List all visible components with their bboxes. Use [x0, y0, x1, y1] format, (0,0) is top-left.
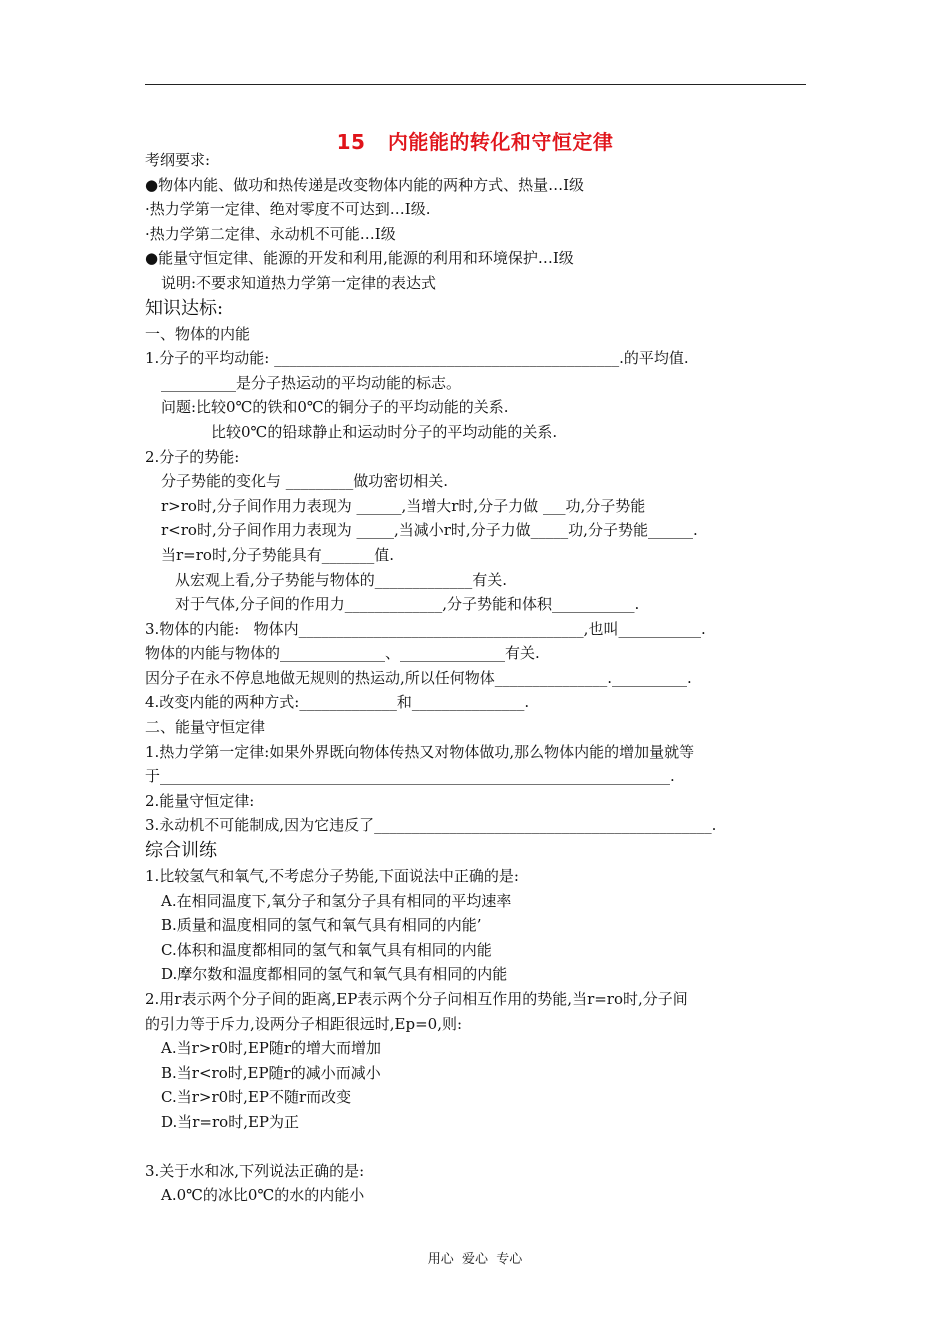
- requirements-note: 说明:不要求知道热力学第一定律的表达式: [161, 273, 437, 292]
- requirement-item: ●物体内能、做功和热传递是改变物体内能的两种方式、热量…I级: [145, 175, 585, 194]
- question-line: 于____________________________________________________________________.: [145, 767, 675, 786]
- answer-option: D.当r=ro时,EP为正: [161, 1112, 300, 1131]
- question-line: 当r=ro时,分子势能具有_______值.: [161, 545, 394, 564]
- question-line: 从宏观上看,分子势能与物体的_____________有关.: [175, 570, 508, 589]
- question-line: 物体的内能与物体的______________、______________有关.: [145, 644, 540, 663]
- question-heading: 2.分子的势能:: [145, 447, 240, 466]
- question-line: 分子势能的变化与 _________做功密切相关.: [161, 472, 449, 491]
- question-line: r<ro时,分子间作用力表现为 _____,当减小r时,分子力做_____功,分子势能______.: [161, 521, 698, 540]
- question-stem: 2.用r表示两个分子间的距离,EP表示两个分子问相互作用的势能,当r=ro时,分子间: [145, 990, 688, 1008]
- practice-heading: 综合训练: [145, 840, 217, 862]
- section-heading: 二、能量守恒定律: [145, 718, 266, 737]
- knowledge-heading: 知识达标:: [145, 297, 224, 319]
- spacer: [145, 1135, 815, 1159]
- header-rule: [145, 84, 806, 85]
- answer-option: B.质量和温度相同的氢气和氧气具有相同的内能’: [161, 916, 482, 935]
- question-line: __________是分子热运动的平均动能的标志。: [161, 373, 462, 392]
- question-stem: 3.关于水和冰,下列说法正确的是:: [145, 1161, 365, 1180]
- question-line: 因分子在永不停息地做无规则的热运动,所以任何物体_______________.__________.: [145, 668, 692, 687]
- requirements-heading: 考纲要求:: [145, 151, 211, 169]
- requirement-item: ·热力学第二定律、永动机不可能…I级: [145, 224, 396, 243]
- page-title: 15 内能能的转化和守恒定律: [336, 130, 614, 154]
- question-line: 1.分子的平均动能: ______________________________________________.的平均值.: [145, 349, 689, 368]
- question-line: 3.永动机不可能制成,因为它违反了_____________________________________________.: [145, 816, 717, 835]
- question-line: 问题:比较0℃的铁和0℃的铜分子的平均动能的关系.: [161, 398, 509, 417]
- answer-option: A.0℃的冰比0℃的水的内能小: [161, 1186, 365, 1205]
- question-line: 2.能量守恒定律:: [145, 791, 255, 810]
- page-footer: 用心 爱心 专心: [427, 1252, 523, 1267]
- question-line: 对于气体,分子间的作用力_____________,分子势能和体积___________.: [175, 595, 640, 614]
- answer-option: A.在相同温度下,氧分子和氢分子具有相同的平均速率: [161, 891, 512, 910]
- answer-option: D.摩尔数和温度都相同的氢气和氧气具有相同的内能: [161, 965, 508, 984]
- question-line: 4.改变内能的两种方式:_____________和_______________.: [145, 693, 530, 712]
- requirement-item: ●能量守恒定律、能源的开发和利用,能源的利用和环境保护…I级: [145, 249, 574, 268]
- document-body: [145, 148, 815, 1208]
- answer-option: B.当r<ro时,EP随r的减小而减小: [161, 1063, 381, 1082]
- section-heading: 一、物体的内能: [145, 324, 251, 343]
- answer-option: C.体积和温度都相同的氢气和氧气具有相同的内能: [161, 940, 492, 959]
- question-line: r>ro时,分子间作用力表现为 ______,当增大r时,分子力做 ___功,分子势能: [161, 496, 646, 515]
- question-stem: 1.比较氢气和氧气,不考虑分子势能,下面说法中正确的是:: [145, 867, 519, 886]
- requirement-item: ·热力学第一定律、绝对零度不可达到…I级.: [145, 200, 431, 219]
- answer-option: C.当r>r0时,EP不随r而改变: [161, 1088, 352, 1107]
- question-stem: 的引力等于斥力,设两分子相距很远时,Ep=0,则:: [145, 1014, 463, 1033]
- question-line: 1.热力学第一定律:如果外界既向物体传热又对物体做功,那么物体内能的增加量就等: [145, 742, 695, 761]
- question-line: 3.物体的内能: 物体内______________________________________,也叫___________.: [145, 619, 706, 638]
- question-line: 比较0℃的铅球静止和运动时分子的平均动能的关系.: [211, 422, 558, 441]
- answer-option: A.当r>r0时,EP随r的增大而增加: [161, 1039, 382, 1058]
